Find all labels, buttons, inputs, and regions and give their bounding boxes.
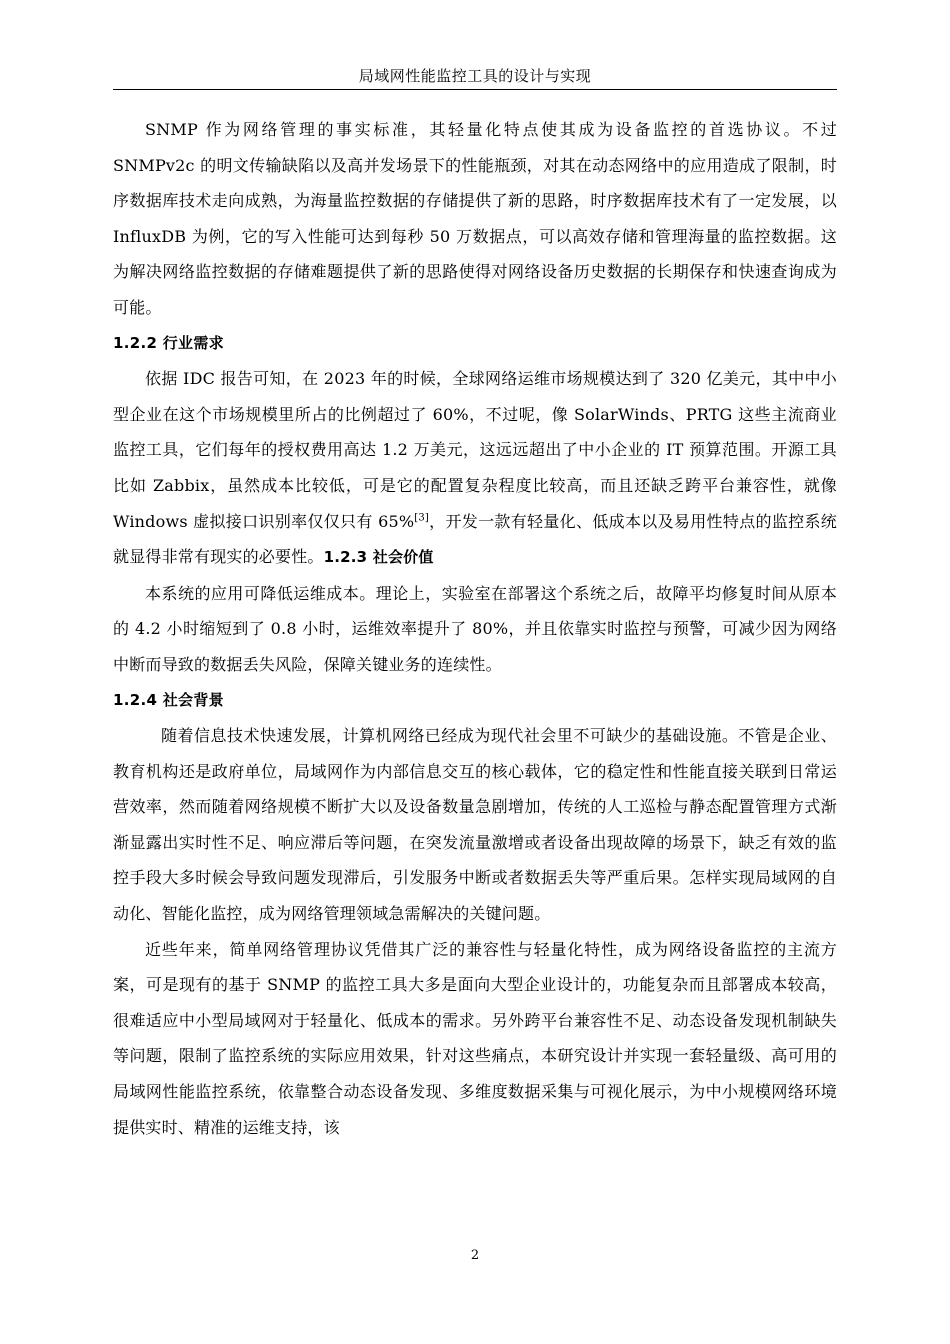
page-number: 2: [470, 1248, 480, 1263]
paragraph-industry-demand: [113, 361, 837, 576]
paragraph-social-background: 随着信息技术快速发展，计算机网络已经成为现代社会里不可缺少的基础设施。不管是企业、教育机构还是政府单位，局域网作为内部信息交互的核心载体，它的稳定性和性能直接关联到日常运营效率，然而随着网络规模不断扩大以及设备数量急剧增加，传统的人工巡检与静态配置管理方式渐渐显露出实时性不足、响应滞后等问题，在突发流量激增或者设备出现故障的场景下，缺乏有效的监控手段大多时候会导致问题发现滞后，引发服务中断或者数据丢失等严重后果。怎样实现局域网的自动化、智能化监控，成为网络管理领域急需解决的关键问题。: [113, 726, 837, 924]
section-heading-1-2-2: 1.2.2 行业需求: [113, 333, 224, 352]
industry-demand-text: 依据 IDC 报告可知，在 2023 年的时候，全球网络运维市场规模达到了 320 亿美元，其中中小型企业在这个市场规模里所占的比例超过了 60%，不过呢，像 SolarWinds、PRTG 这些主流商业监控工具，它们每年的授权费用高达 1.2 万美元，这远远超出了中小企业的 IT 预算范围。开源工具比如 Zabbix，虽然成本比较低，可是它的配置复杂程度比较高，而且还缺乏跨平台兼容性，就像 Windows 虚拟接口识别率仅仅只有 65%: [113, 369, 837, 531]
citation-ref-3: [3]: [414, 512, 430, 524]
paragraph-snmp-background: SNMP 作为网络管理的事实标准，其轻量化特点使其成为设备监控的首选协议。不过 SNMPv2c 的明文传输缺陷以及高并发场景下的性能瓶颈，对其在动态网络中的应用造成了限制，时序数据库技术走向成熟，为海量监控数据的存储提供了新的思路，时序数据库技术有了一定发展，以 InfluxDB 为例，它的写入性能可达到每秒 50 万数据点，可以高效存储和管理海量的监控数据。这为解决网络监控数据的存储难题提供了新的思路使得对网络设备历史数据的长期保存和快速查询成为可能。: [113, 120, 837, 317]
header-rule: [113, 89, 837, 90]
paragraph-recent-years: 近些年来，简单网络管理协议凭借其广泛的兼容性与轻量化特性，成为网络设备监控的主流方案，可是现有的基于 SNMP 的监控工具大多是面向大型企业设计的，功能复杂而且部署成本较高，很难适应中小型局域网对于轻量化、低成本的需求。另外跨平台兼容性不足、动态设备发现机制缺失等问题，限制了监控系统的实际应用效果，针对这些痛点，本研究设计并实现一套轻量级、高可用的局域网性能监控系统，依靠整合动态设备发现、多维度数据采集与可视化展示，为中小规模网络环境提供实时、精准的运维支持，该: [113, 939, 837, 1137]
document-body: [113, 112, 837, 1145]
paragraph-social-value: 本系统的应用可降低运维成本。理论上，实验室在部署这个系统之后，故障平均修复时间从原本的 4.2 小时缩短到了 0.8 小时，运维效率提升了 80%，并且依靠实时监控与预警，可减少因为网络中断而导致的数据丢失风险，保障关键业务的连续性。: [113, 583, 837, 674]
industry-demand-tail: ，开发一款有轻量化、低成本以及易用性特点的监控系统就显得非常有现实的必要性。: [113, 511, 837, 567]
section-heading-1-2-3: 1.2.3 社会价值: [323, 548, 434, 567]
running-header: 局域网性能监控工具的设计与实现: [358, 67, 592, 85]
section-heading-1-2-4: 1.2.4 社会背景: [113, 690, 224, 709]
